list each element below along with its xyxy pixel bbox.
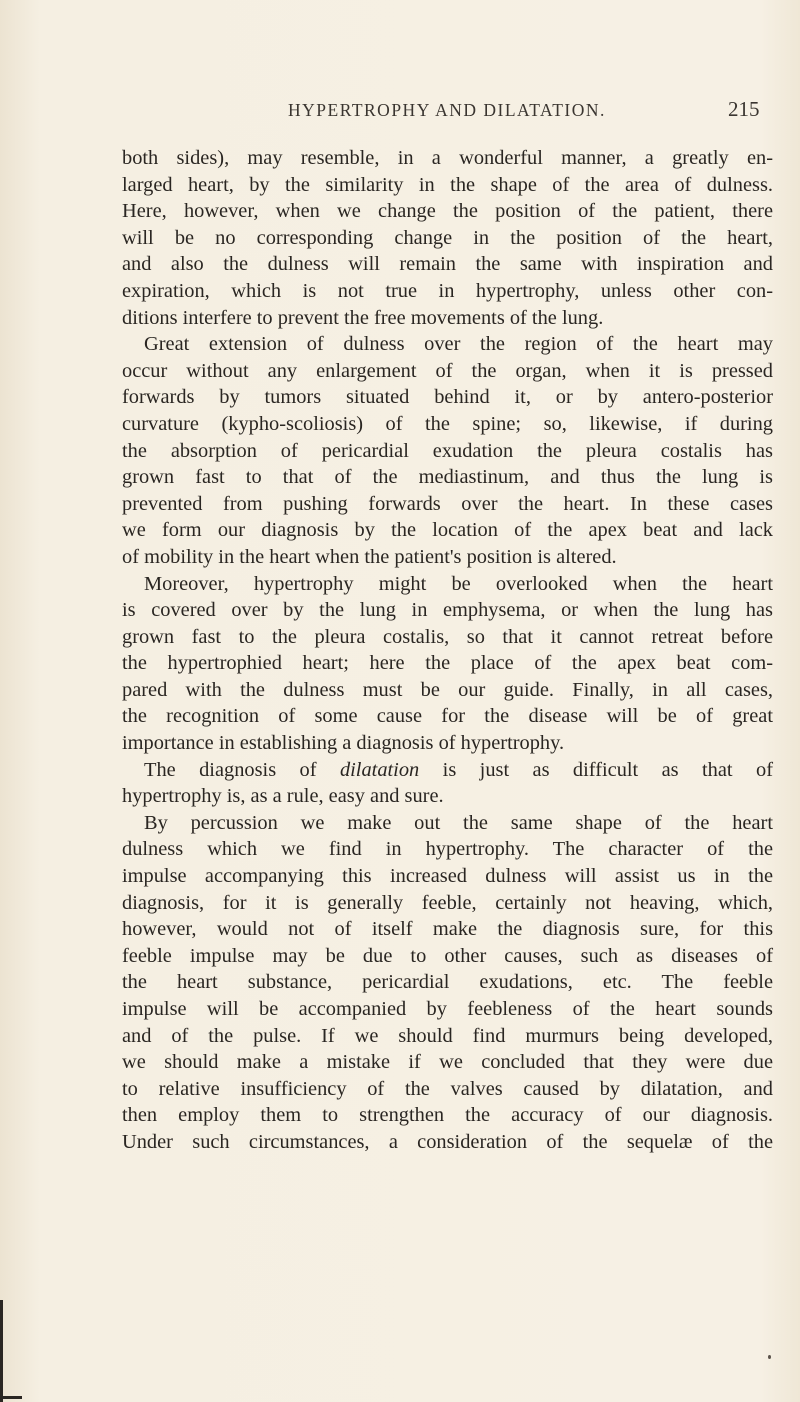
text-line: importance in establishing a diagnosis of hypertrophy. xyxy=(122,732,565,755)
running-head xyxy=(0,97,800,128)
text-line: and of the pulse. If we should find murmurs being developed, xyxy=(122,1024,773,1047)
binding-edge xyxy=(0,1300,3,1402)
text-line: impulse will be accompanied by feebleness of the heart sounds xyxy=(122,998,773,1020)
text-line: Under such circumstances, a consideration of the sequelæ of the xyxy=(122,1130,773,1153)
binding-corner-mark xyxy=(0,1396,22,1399)
text-line: Moreover, hypertrophy might be overlooked when the heart xyxy=(144,572,773,595)
text-line: both sides), may resemble, in a wonderful manner, a greatly en- xyxy=(122,147,773,169)
text-line: feeble impulse may be due to other causes, such as diseases of xyxy=(122,944,773,967)
text-line: of mobility in the heart when the patient's position is altered. xyxy=(122,545,617,568)
text-line: we should make a mistake if we concluded that they were due xyxy=(122,1051,773,1074)
text-line: grown fast to that of the mediastinum, and thus the lung is xyxy=(122,466,773,489)
text-line: however, would not of itself make the diagnosis sure, for this xyxy=(122,918,773,941)
text-line: Here, however, when we change the position of the patient, there xyxy=(122,200,773,223)
text-line-dilatation xyxy=(122,757,773,784)
text-fragment: The diagnosis of xyxy=(144,758,317,781)
text-line: hypertrophy is, as a rule, easy and sure. xyxy=(122,785,444,808)
text-line: larged heart, by the similarity in the shape of the area of dulness. xyxy=(122,173,773,196)
text-line: will be no corresponding change in the position of the heart, xyxy=(122,226,773,249)
running-title: HYPERTROPHY AND DILATATION. xyxy=(288,100,606,120)
text-line: and also the dulness will remain the same with inspiration and xyxy=(122,253,773,276)
page-number: 215 xyxy=(728,97,760,121)
text-line: diagnosis, for it is generally feeble, certainly not heaving, which, xyxy=(122,891,773,914)
text-line: the recognition of some cause for the disease will be of great xyxy=(122,705,773,728)
text-line: occur without any enlargement of the organ, when it is pressed xyxy=(122,359,773,382)
text-line: then employ them to strengthen the accuracy of our diagnosis. xyxy=(122,1104,773,1127)
text-line: pared with the dulness must be our guide. Finally, in all cases, xyxy=(122,678,773,701)
ink-speck xyxy=(768,1355,771,1359)
text-line: Great extension of dulness over the region of the heart may xyxy=(144,333,773,356)
text-line: impulse accompanying this increased dulness will assist us in the xyxy=(122,865,773,888)
text-line: to relative insufficiency of the valves caused by dilatation, and xyxy=(122,1077,773,1100)
text-line: is covered over by the lung in emphysema, or when the lung has xyxy=(122,599,773,622)
text-line: dulness which we find in hypertrophy. The character of the xyxy=(122,838,773,861)
text-line: By percussion we make out the same shape of the heart xyxy=(144,811,773,834)
italic-term-dilatation: dilatation xyxy=(339,758,420,781)
text-line: curvature (kypho-scoliosis) of the spine; so, likewise, if during xyxy=(122,412,773,435)
text-line: the hypertrophied heart; here the place of the apex beat com- xyxy=(122,652,773,675)
text-line: the absorption of pericardial exudation the pleura costalis has xyxy=(122,439,773,462)
text-line: grown fast to the pleura costalis, so that it cannot retreat before xyxy=(122,625,773,648)
text-line: forwards by tumors situated behind it, or by antero-posterior xyxy=(122,386,773,409)
text-line: prevented from pushing forwards over the heart. In these cases xyxy=(122,492,773,515)
text-line: the heart substance, pericardial exudations, etc. The feeble xyxy=(122,971,773,994)
text-line: expiration, which is not true in hypertrophy, unless other con- xyxy=(122,279,773,302)
text-line: ditions interfere to prevent the free movements of the lung. xyxy=(122,306,604,329)
text-line: we form our diagnosis by the location of the apex beat and lack xyxy=(122,519,773,542)
text-fragment: is just as difficult as that of xyxy=(442,758,773,781)
body-text xyxy=(122,145,773,1156)
